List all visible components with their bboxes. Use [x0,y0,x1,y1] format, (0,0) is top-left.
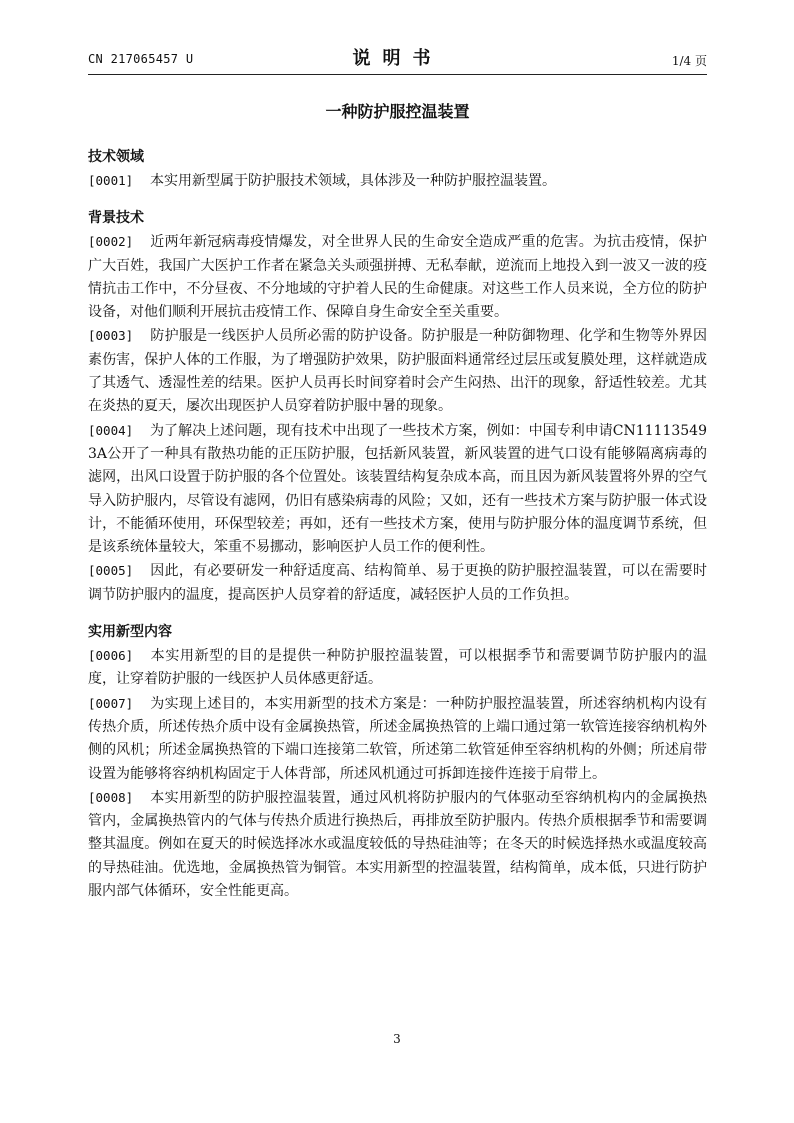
paragraph-text: 为实现上述目的，本实用新型的技术方案是：一种防护服控温装置，所述容纳机构内设有传热介质，所述传热介质中设有金属换热管，所述金属换热管的上端口通过第一软管连接容纳机构外侧的风机；所述金属换热管的下端口连接第二软管，所述第二软管延伸至容纳机构的外侧；所述肩带设置为能够将容纳机构固定于人体背部，所述风机通过可拆卸连接件连接于肩带上。 [88,695,707,782]
paragraph [88,786,707,903]
paragraph-text: 本实用新型的防护服控温装置，通过风机将防护服内的气体驱动至容纳机构内的金属换热管内，金属换热管内的气体与传热介质进行换热后，再排放至防护服内。传热介质根据季节和需要调整其温度。例如在夏天的时候选择冰水或温度较低的导热硅油等；在冬天的时候选择热水或温度较高的导热硅油。优选地，金属换热管为铜管。本实用新型的控温装置，结构简单，成本低，只进行防护服内部气体循环，安全性能更高。 [88,789,707,900]
document-type: 说明书 [352,48,443,69]
page-header [88,42,707,74]
paragraph [88,169,707,193]
paragraph-text: 因此，有必要研发一种舒适度高、结构简单、易于更换的防护服控温装置，可以在需要时调节防护服内的温度，提高医护人员穿着的舒适度，减轻医护人员的工作负担。 [88,563,707,603]
patent-number: CN 217065457 U [88,52,194,66]
header-divider [88,74,707,75]
paragraph-text: 本实用新型属于防护服技术领域，具体涉及一种防护服控温装置。 [150,173,556,189]
page-indicator: 1/4 页 [671,54,707,68]
paragraph-number: [0007] [88,695,134,711]
paragraph-text: 本实用新型的目的是提供一种防护服控温装置，可以根据季节和需要调节防护服内的温度，让穿着防护服的一线医护人员体感更舒适。 [88,648,707,688]
section-heading: 实用新型内容 [88,624,172,641]
paragraph-number: [0004] [88,422,134,438]
page-number: 3 [393,1032,401,1046]
paragraph-text: 为了解决上述问题，现有技术中出现了一些技术方案，例如：中国专利申请CN111135493A公开了一种具有散热功能的正压防护服，包括新风装置，新风装置的进气口设有能够隔离病毒的滤网，出风口设置于防护服的各个位置处。该装置结构复杂成本高，而且因为新风装置将外界的空气导入防护服内，尽管设有滤网，仍旧有感染病毒的风险；又如，还有一些技术方案与防护服一体式设计，不能循环使用，环保型较差；再如，还有一些技术方案，使用与防护服分体的温度调节系统，但是该系统体量较大，笨重不易挪动，影响医护人员工作的便利性。 [88,422,707,556]
section-heading: 技术领域 [88,149,144,165]
paragraph-number: [0001] [88,173,134,188]
paragraph [88,419,707,560]
paragraph-number: [0003] [88,328,134,344]
document-title: 一种防护服控温装置 [325,102,470,121]
section-heading: 背景技术 [88,210,144,227]
paragraph-number: [0005] [88,563,134,579]
paragraph-text: 防护服是一线医护人员所必需的防护设备。防护服是一种防御物理、化学和生物等外界因素伤害，保护人体的工作服，为了增强防护效果，防护服面料通常经过层压或复膜处理，这样就造成了其透气、透湿性差的结果。医护人员再长时间穿着时会产生闷热、出汗的现象，舒适性较差。尤其在炎热的夏天，屡次出现医护人员穿着防护服中暑的现象。 [88,328,707,415]
paragraph-number: [0008] [88,789,134,805]
paragraph [88,324,707,418]
paragraph-number: [0006] [88,648,134,664]
paragraph-text: 近两年新冠病毒疫情爆发，对全世界人民的生命安全造成严重的危害。为抗击疫情，保护广大百姓，我国广大医护工作者在紧急关头顽强拼搏、无私奉献，逆流而上地投入到一波又一波的疫情抗击工作中，不分昼夜、不分地域的守护着人民的生命健康。对这些工作人员来说，全方位的防护设备，对他们顺利开展抗击疫情工作、保障自身生命安全至关重要。 [88,234,707,321]
paragraph [88,230,707,324]
document-body [88,146,707,903]
paragraph [88,559,707,607]
paragraph-number: [0002] [88,234,134,250]
paragraph [88,644,707,692]
paragraph [88,692,707,786]
